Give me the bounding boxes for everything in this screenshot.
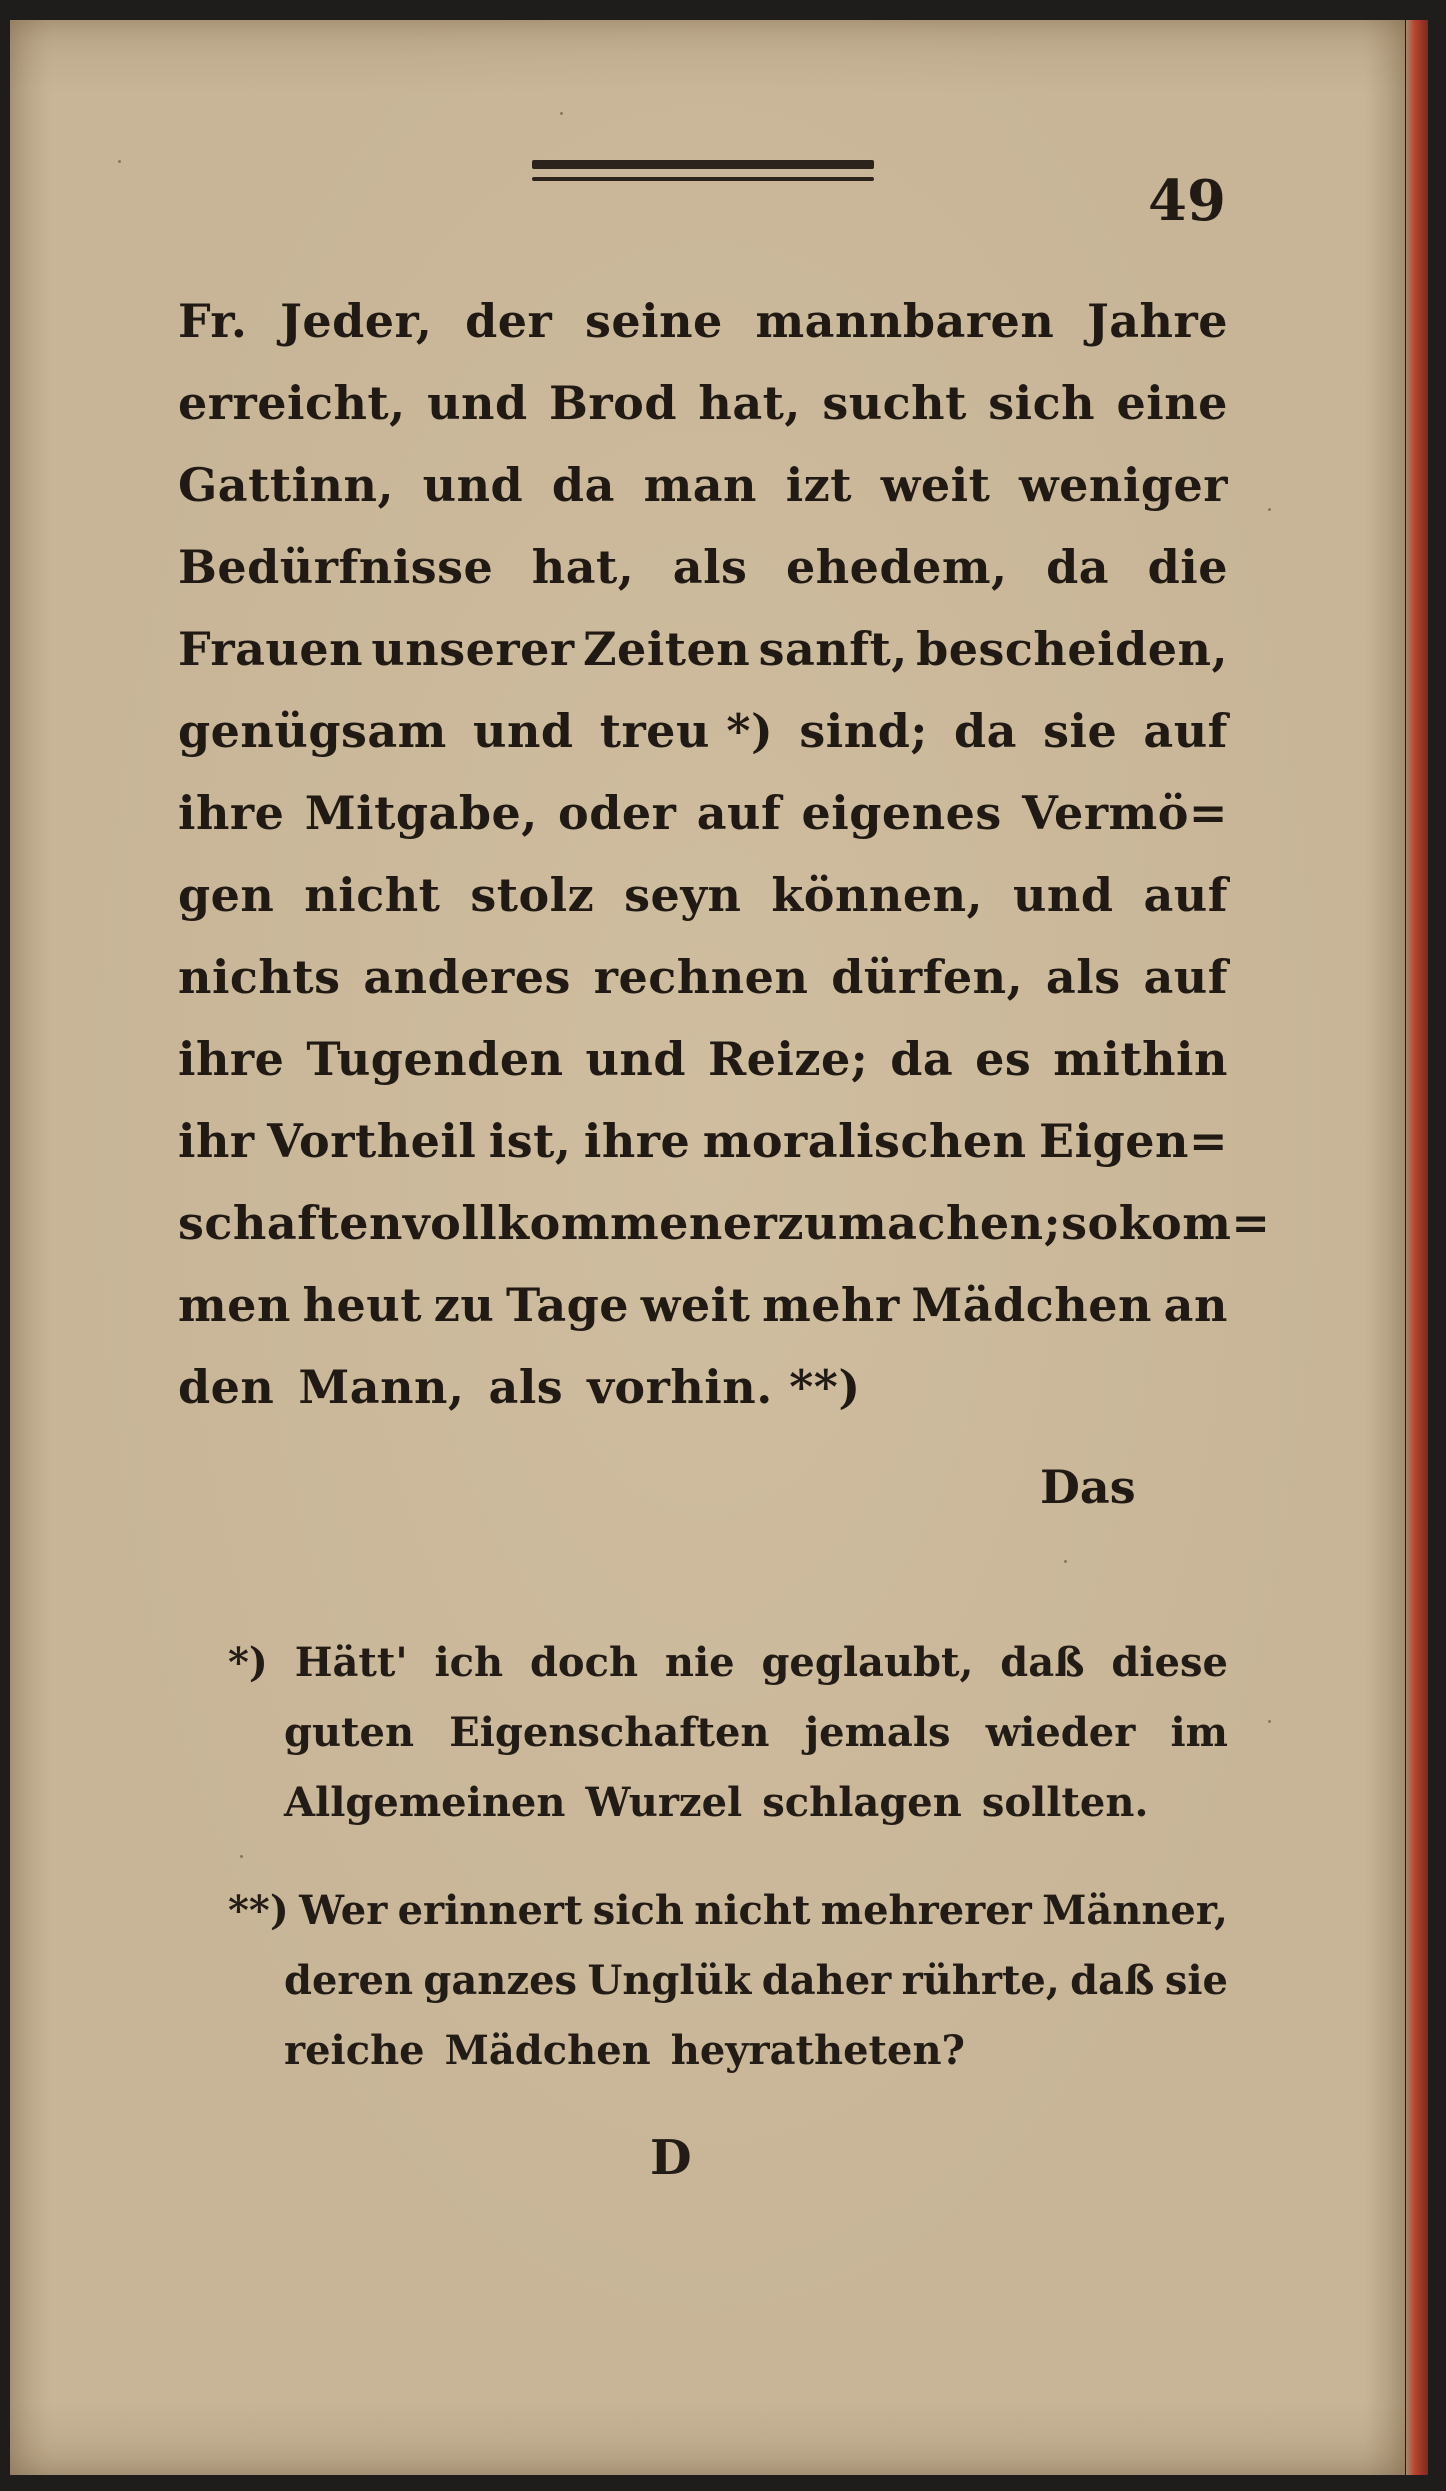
text-line xyxy=(178,772,1228,854)
word: Reize; xyxy=(707,1032,869,1086)
footnote-word: schlagen xyxy=(762,1779,962,1826)
word: Gattinn, xyxy=(178,458,394,512)
word: Eigen= xyxy=(1039,1114,1228,1168)
word: Mitgabe, xyxy=(304,786,538,840)
word: auf xyxy=(1143,950,1228,1004)
text-line xyxy=(178,362,1228,444)
paper-speck xyxy=(1064,1560,1067,1563)
footnote-word: ganzes xyxy=(423,1957,578,2004)
footnote-word: ich xyxy=(434,1639,504,1686)
word: den xyxy=(178,1360,275,1414)
paper-speck xyxy=(1268,1720,1271,1723)
footnote-word: doch xyxy=(529,1639,639,1686)
word: da xyxy=(953,704,1017,758)
footnote-word: nie xyxy=(664,1639,735,1686)
word: rechnen xyxy=(593,950,809,1004)
text-line xyxy=(178,1346,1228,1428)
word: ihre xyxy=(178,786,285,840)
word: und xyxy=(585,1032,687,1086)
word: weniger xyxy=(1019,458,1228,512)
word: Jeder, xyxy=(280,294,433,348)
word: sind; xyxy=(799,704,928,758)
signature-mark: D xyxy=(650,2130,692,2186)
footnote-word: deren xyxy=(284,1957,414,2004)
word: da xyxy=(1046,540,1110,594)
word: unserer xyxy=(371,622,575,676)
footnote-word: geglaubt, xyxy=(761,1639,974,1686)
word: Vermö= xyxy=(1022,786,1228,840)
footnote-word: daß xyxy=(1000,1639,1085,1686)
word: ihre xyxy=(178,1032,285,1086)
word: Brod xyxy=(549,376,678,430)
word: eigenes xyxy=(801,786,1002,840)
footnote-word: Männer, xyxy=(1042,1887,1228,1934)
word: heut xyxy=(302,1278,422,1332)
word: da xyxy=(551,458,615,512)
word: schaften xyxy=(178,1196,403,1250)
word: anderes xyxy=(363,950,571,1004)
paper-speck xyxy=(560,112,563,115)
text-line xyxy=(178,280,1228,362)
word: ist, xyxy=(488,1114,572,1168)
word: sucht xyxy=(822,376,967,430)
footnote-word: Mädchen xyxy=(444,2027,651,2074)
word: Mädchen xyxy=(911,1278,1152,1332)
word: treu *) xyxy=(599,704,774,758)
footnote-word: *) xyxy=(228,1639,268,1686)
footnote-word: Allgemeinen xyxy=(284,1779,566,1826)
catchword: Das xyxy=(1040,1460,1136,1514)
word: Frauen xyxy=(178,622,364,676)
word: dürfen, xyxy=(831,950,1024,1004)
header-rule xyxy=(532,160,874,181)
footnote-word: daher xyxy=(761,1957,892,2004)
text-line xyxy=(178,1264,1228,1346)
word: als xyxy=(672,540,748,594)
word: men xyxy=(178,1278,291,1332)
word: weit xyxy=(880,458,991,512)
body-text xyxy=(178,280,1271,1428)
word: Jahre xyxy=(1086,294,1228,348)
word: auf xyxy=(1143,868,1228,922)
text-line xyxy=(178,444,1228,526)
word: Mann, xyxy=(298,1360,465,1414)
word: Bedürfnisse xyxy=(178,540,494,594)
footnote-line xyxy=(228,2016,1228,2086)
text-line xyxy=(178,1182,1271,1264)
footnote-word: daß xyxy=(1070,1957,1155,2004)
footnote-word: sollten. xyxy=(981,1779,1149,1826)
word: seine xyxy=(584,294,723,348)
footnote-word: Hätt' xyxy=(294,1639,408,1686)
word: und xyxy=(1012,868,1114,922)
word: auf xyxy=(696,786,782,840)
word: ehedem, xyxy=(785,540,1008,594)
text-line xyxy=(178,526,1228,608)
word: man xyxy=(643,458,758,512)
word: kom= xyxy=(1118,1196,1271,1250)
footnote-word: guten xyxy=(284,1709,415,1756)
word: nicht xyxy=(304,868,441,922)
text-line xyxy=(178,1100,1228,1182)
word: seyn xyxy=(624,868,742,922)
footnote xyxy=(228,1876,1228,2086)
footnote-word: reiche xyxy=(284,2027,425,2074)
word: oder xyxy=(558,786,677,840)
word: als xyxy=(488,1360,564,1414)
footnote-word: im xyxy=(1170,1709,1228,1756)
footnote xyxy=(228,1628,1228,1838)
word: vollkommener xyxy=(402,1196,778,1250)
word: als xyxy=(1045,950,1121,1004)
footnote-word: Eigenschaften xyxy=(449,1709,770,1756)
word: nichts xyxy=(178,950,341,1004)
word: vorhin. **) xyxy=(587,1360,861,1414)
word: und xyxy=(473,704,574,758)
footnote-line xyxy=(228,1876,1228,1946)
footnote-word: erinnert xyxy=(397,1887,583,1934)
word: sie xyxy=(1043,704,1118,758)
word: Zeiten xyxy=(582,622,751,676)
footnote-word: heyratheten? xyxy=(670,2027,965,2074)
word: auf xyxy=(1143,704,1228,758)
word: die xyxy=(1147,540,1228,594)
paper-speck xyxy=(240,1855,243,1858)
word: genügsam xyxy=(178,704,447,758)
paper-speck xyxy=(118,160,121,163)
word: es xyxy=(975,1032,1032,1086)
footnote-word: diese xyxy=(1111,1639,1228,1686)
word: so xyxy=(1061,1196,1119,1250)
text-line xyxy=(178,1018,1228,1100)
footnote-word: jemals xyxy=(804,1709,951,1756)
footnote-line xyxy=(228,1698,1228,1768)
word: zu xyxy=(777,1196,838,1250)
word: erreicht, xyxy=(178,376,406,430)
word: mannbaren xyxy=(755,294,1055,348)
page-edge xyxy=(1406,20,1428,2475)
word: stolz xyxy=(470,868,595,922)
word: mehr xyxy=(762,1278,900,1332)
header-rule-thin xyxy=(532,177,874,181)
word: weit xyxy=(640,1278,751,1332)
footnote-word: mehrerer xyxy=(820,1887,1032,1934)
paper-speck xyxy=(1268,508,1271,511)
text-line xyxy=(178,690,1228,772)
word: hat, xyxy=(698,376,801,430)
word: der xyxy=(465,294,553,348)
footnote-word: Wer xyxy=(299,1887,388,1934)
text-line xyxy=(178,936,1228,1018)
word: und xyxy=(427,376,528,430)
header-rule-thick xyxy=(532,160,874,169)
word: Tugenden xyxy=(306,1032,564,1086)
footnote-word: rührte, xyxy=(901,1957,1060,2004)
word: an xyxy=(1163,1278,1228,1332)
footnote-word: Unglük xyxy=(587,1957,752,2004)
word: ihr xyxy=(178,1114,255,1168)
page-number: 49 xyxy=(1148,168,1226,234)
footnote-word: **) xyxy=(228,1887,289,1934)
word: können, xyxy=(771,868,984,922)
footnote-word: Wurzel xyxy=(585,1779,743,1826)
footnotes xyxy=(228,1628,1228,2124)
word: gen xyxy=(178,868,275,922)
word: zu xyxy=(433,1278,495,1332)
footnote-word: wieder xyxy=(985,1709,1136,1756)
word: sanft, xyxy=(758,622,908,676)
word: und xyxy=(422,458,524,512)
footnote-line xyxy=(228,1768,1228,1838)
footnote-word: sich xyxy=(592,1887,684,1934)
word: Tage xyxy=(505,1278,630,1332)
word: da xyxy=(890,1032,954,1086)
word: Vortheil xyxy=(267,1114,477,1168)
word: sich xyxy=(988,376,1096,430)
word: hat, xyxy=(531,540,635,594)
text-line xyxy=(178,854,1228,936)
footnote-line xyxy=(228,1946,1228,2016)
footnote-word: sie xyxy=(1164,1957,1228,2004)
word: Fr. xyxy=(178,294,248,348)
word: mithin xyxy=(1053,1032,1228,1086)
word: ihre xyxy=(583,1114,691,1168)
text-line xyxy=(178,608,1228,690)
footnote-word: nicht xyxy=(694,1887,811,1934)
word: eine xyxy=(1116,376,1228,430)
word: moralischen xyxy=(702,1114,1027,1168)
footnote-line xyxy=(228,1628,1228,1698)
word: bescheiden, xyxy=(916,622,1228,676)
word: izt xyxy=(785,458,853,512)
word: machen; xyxy=(837,1196,1062,1250)
